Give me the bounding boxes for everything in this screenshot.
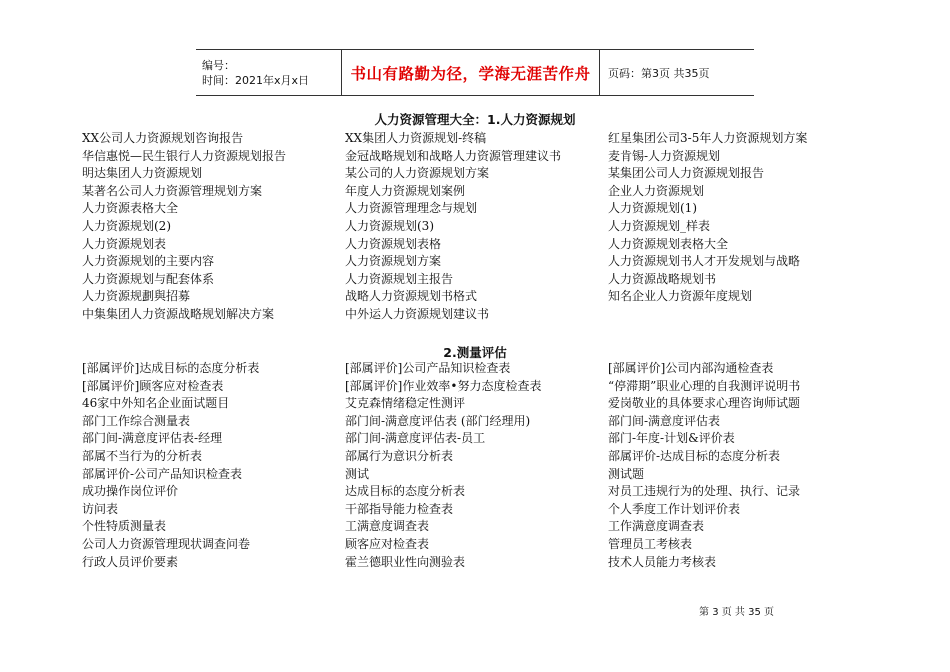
document-link: 人力资源规划表格大全: [608, 236, 729, 251]
document-link: 成功操作岗位评价: [82, 484, 179, 499]
document-link: 人力资源规劃與招募: [82, 289, 191, 304]
document-link: 企业人力资源规划: [608, 183, 705, 198]
document-link: [部属评价]顾客应对检查表: [82, 378, 224, 393]
document-link: [608, 306, 862, 324]
document-link: 人力资源规划_样表: [608, 218, 711, 233]
document-link: 部门工作综合测量表: [82, 413, 191, 428]
document-link: 部门间-满意度评估表 (部门经理用): [345, 413, 531, 428]
header-motto: 书山有路勤为径，学海无涯苦作舟: [350, 64, 591, 83]
document-link: 华信惠悦—民生银行人力资源规划报告: [82, 148, 287, 163]
document-link: 中外运人力资源规划建议书: [345, 306, 490, 321]
document-link: 测试: [345, 466, 370, 481]
document-link: 部属评价-公司产品知识检查表: [82, 466, 243, 481]
document-link: 部门间-满意度评估表: [608, 413, 721, 428]
page-header: [196, 49, 754, 96]
document-link: 人力资源管理理念与规划: [345, 201, 478, 216]
document-link: 人力资源表格大全: [82, 201, 179, 216]
document-link: 人力资源规划方案: [345, 254, 442, 269]
document-link: 人力资源规划主报告: [345, 271, 454, 286]
header-meta: [196, 50, 342, 95]
document-link: 部属不当行为的分析表: [82, 448, 203, 463]
document-link: [部属评价]达成目标的态度分析表: [82, 361, 260, 375]
document-link: 行政人员评价要素: [82, 554, 179, 569]
document-link: 部门间-满意度评估表-经理: [82, 431, 223, 446]
document-time: 时间：2021年x月x日: [202, 73, 310, 87]
document-link: 46家中外知名企业面试题目: [82, 396, 230, 411]
assessment-list: [82, 360, 862, 571]
document-link: XX公司人力资源规划咨询报告: [82, 131, 244, 145]
document-link: 个人季度工作计划评价表: [608, 501, 741, 516]
document-link: 个性特质测量表: [82, 519, 167, 534]
document-link: 知名企业人力资源年度规划: [608, 289, 753, 304]
document-link: 红星集团公司3-5年人力资源规划方案: [608, 131, 808, 145]
document-link: 顾客应对检查表: [345, 536, 430, 551]
document-link: 霍兰德职业性向测验表: [345, 554, 466, 569]
document-link: 某集团公司人力资源规划报告: [608, 166, 765, 181]
document-link: 部属行为意识分析表: [345, 448, 454, 463]
document-link: 人力资源规划书人才开发规划与战略: [608, 254, 801, 269]
document-link: 管理员工考核表: [608, 536, 693, 551]
document-link: 人力资源规划(3): [345, 218, 434, 233]
document-link: 人力资源规划表: [82, 236, 167, 251]
document-number: 编号：: [202, 58, 235, 72]
document-link: 访问表: [82, 501, 119, 516]
document-link: [部属评价]公司产品知识检查表: [345, 361, 511, 375]
planning-list: [82, 130, 862, 324]
document-link: 战略人力资源规划书格式: [345, 289, 478, 304]
document-link: 公司人力资源管理现状调查问卷: [82, 536, 251, 551]
document-link: 明达集团人力资源规划: [82, 166, 203, 181]
document-link: 干部指导能力检查表: [345, 501, 454, 516]
section-title-assessment: 2.测量评估: [443, 345, 507, 360]
header-page-cell: [600, 50, 754, 95]
document-link: XX集团人力资源规划-终稿: [345, 131, 487, 145]
document-link: 人力资源战略规划书: [608, 271, 717, 286]
document-link: 达成目标的态度分析表: [345, 484, 466, 499]
document-link: 对员工违规行为的处理、执行、记录: [608, 484, 801, 499]
document-link: 爱岗敬业的具体要求心理咨询师试题: [608, 396, 801, 411]
document-link: 人力资源规划表格: [345, 236, 442, 251]
document-link: 部门间-满意度评估表-员工: [345, 431, 486, 446]
document-link: 技术人员能力考核表: [608, 554, 717, 569]
document-link: [部属评价]作业效率•努力态度检查表: [345, 378, 542, 393]
document-link: 麦肯锡-人力资源规划: [608, 148, 721, 163]
header-page-number: 页码：第3页 共35页: [608, 66, 710, 80]
document-link: 人力资源规划的主要内容: [82, 254, 215, 269]
document-link: 金冠战略规划和战略人力资源管理建议书: [345, 148, 562, 163]
document-link: 部属评价-达成目标的态度分析表: [608, 448, 781, 463]
document-link: 艾克森情绪稳定性测评: [345, 396, 466, 411]
header-motto-cell: [342, 50, 600, 95]
document-link: 人力资源规划与配套体系: [82, 271, 215, 286]
document-link: 某著名公司人力资源管理规划方案: [82, 183, 263, 198]
document-link: 中集集团人力资源战略规划解决方案: [82, 306, 275, 321]
page-footer: 第 3 页 共 35 页: [699, 607, 774, 618]
document-link: 工满意度调查表: [345, 519, 430, 534]
document-link: “停滞期”职业心理的自我测评说明书: [608, 378, 801, 393]
document-link: 人力资源规划(2): [82, 218, 171, 233]
document-link: 工作满意度调查表: [608, 519, 705, 534]
document-link: 测试题: [608, 466, 645, 481]
section-title-planning: 人力资源管理大全：1.人力资源规划: [374, 112, 576, 127]
document-link: [部属评价]公司内部沟通检查表: [608, 361, 774, 375]
document-link: 年度人力资源规划案例: [345, 183, 466, 198]
document-link: 人力资源规划(1): [608, 201, 697, 216]
document-link: 部门-年度-计划&评价表: [608, 431, 735, 446]
document-link: 某公司的人力资源规划方案: [345, 166, 490, 181]
